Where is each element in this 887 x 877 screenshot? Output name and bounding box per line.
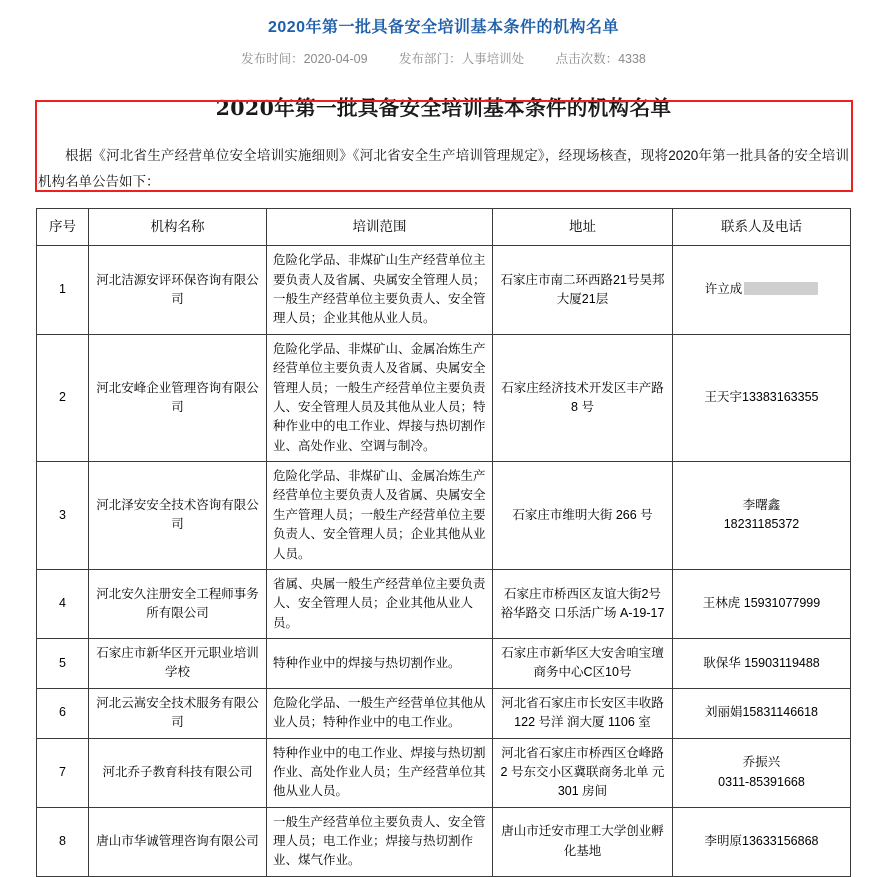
cell-index: 6: [37, 688, 89, 738]
cell-org-name: 唐山市华诚管理咨询有限公司: [89, 807, 267, 876]
table-row: [37, 807, 851, 876]
table-body: [37, 246, 851, 877]
contact-line: 刘丽娟15831146618: [704, 705, 819, 720]
contact-line: 李明原13633156868: [704, 834, 819, 849]
meta-views-label: 点击次数：: [555, 52, 619, 66]
contact-line: 王林虎 15931077999: [702, 596, 821, 611]
cell-contact: [673, 639, 851, 689]
meta-publish-date-value: 2020-04-09: [303, 52, 368, 66]
cell-org-name: 河北乔子教育科技有限公司: [89, 738, 267, 807]
contact-line: 王天宇13383163355: [704, 390, 819, 405]
column-header-contact: 联系人及电话: [673, 209, 851, 246]
cell-address: 石家庄市维明大街 266 号: [493, 462, 673, 570]
contact-line: 乔振兴: [742, 755, 781, 770]
cell-address: 石家庄市南二环西路21号昊邦大厦21层: [493, 246, 673, 335]
cell-training-scope: 危险化学品、非煤矿山、金属冶炼生产经营单位主要负责人及省属、央属安全生产管理人员；一般生产经营单位主要负责人、安全管理人员；企业其他从业人员。: [267, 462, 493, 570]
column-header-index: 序号: [37, 209, 89, 246]
cell-index: 4: [37, 569, 89, 638]
contact-line: 0311-85391668: [718, 774, 805, 789]
cell-index: 7: [37, 738, 89, 807]
cell-training-scope: 危险化学品、一般生产经营单位其他从业人员；特种作业中的电工作业。: [267, 688, 493, 738]
cell-org-name: 河北云嵩安全技术服务有限公司: [89, 688, 267, 738]
redacted-phone-block: [744, 282, 818, 295]
cell-training-scope: 特种作业中的焊接与热切割作业。: [267, 639, 493, 689]
article-paragraph: 根据《河北省生产经营单位安全培训实施细则》《河北省安全生产培训管理规定》，经现场核查，现将2020年第一批具备的安全培训机构名单公告如下：: [38, 148, 849, 189]
cell-training-scope: 危险化学品、非煤矿山、金属冶炼生产经营单位主要负责人及省属、央属安全管理人员；一般生产经营单位主要负责人、安全管理人员及其他从业人员；特种作业中的电工作业、焊接与热切割作业、高处作业、空调与制冷。: [267, 334, 493, 461]
column-header-address: 地址: [493, 209, 673, 246]
cell-contact: [673, 334, 851, 461]
cell-address: 唐山市迁安市理工大学创业孵化基地: [493, 807, 673, 876]
cell-org-name: 河北安久注册安全工程师事务所有限公司: [89, 569, 267, 638]
table-header: [37, 209, 851, 246]
cell-training-scope: 特种作业中的电工作业、焊接与热切割作业、高处作业人员；生产经营单位其他从业人员。: [267, 738, 493, 807]
cell-contact: [673, 688, 851, 738]
contact-line: 李曙鑫: [742, 498, 781, 513]
meta-publish-date-label: 发布时间：: [241, 52, 304, 66]
contact-line: 耿保华 15903119488: [703, 655, 820, 670]
table-header-row: [37, 209, 851, 246]
cell-contact: [673, 462, 851, 570]
meta-views: [556, 49, 646, 67]
table-row: [37, 569, 851, 638]
meta-department-value: 人事培训处: [461, 52, 525, 66]
cell-contact: [673, 569, 851, 638]
table-row: [37, 334, 851, 461]
table-row: [37, 246, 851, 335]
cell-contact: [673, 807, 851, 876]
cell-contact: [673, 246, 851, 335]
cell-index: 5: [37, 639, 89, 689]
cell-address: 石家庄经济技术开发区丰产路 8 号: [493, 334, 673, 461]
cell-index: 2: [37, 334, 89, 461]
cell-index: 1: [37, 246, 89, 335]
meta-department-label: 发布部门：: [399, 52, 462, 66]
document-title-link[interactable]: 2020年第一批具备安全培训基本条件的机构名单: [267, 19, 620, 36]
cell-address: 石家庄市新华区大安舍咱宝璮商务中心C区10号: [493, 639, 673, 689]
column-header-scope: 培训范围: [267, 209, 493, 246]
page-title: 2020年第一批具备安全培训基本条件的机构名单: [215, 96, 672, 120]
document-meta-row: [0, 49, 887, 67]
table-row: [37, 462, 851, 570]
table-row: [37, 688, 851, 738]
cell-address: 河北省石家庄市长安区丰收路 122 号洋 润大厦 1106 室: [493, 688, 673, 738]
contact-line: 许立成: [704, 282, 743, 297]
document-header: [0, 0, 887, 37]
meta-department: [399, 49, 524, 67]
cell-address: 石家庄市桥西区友谊大街2号裕华路交 口乐活广场 A-19-17: [493, 569, 673, 638]
cell-index: 3: [37, 462, 89, 570]
cell-training-scope: 危险化学品、非煤矿山生产经营单位主要负责人及省属、央属安全管理人员；一般生产经营单位主要负责人、安全管理人员；企业其他从业人员。: [267, 246, 493, 335]
meta-publish-date: [241, 49, 367, 67]
column-header-name: 机构名称: [89, 209, 267, 246]
cell-training-scope: 一般生产经营单位主要负责人、安全管理人员；电工作业；焊接与热切割作业、煤气作业。: [267, 807, 493, 876]
table-row: [37, 639, 851, 689]
cell-contact: [673, 738, 851, 807]
cell-org-name: 河北安峰企业管理咨询有限公司: [89, 334, 267, 461]
cell-org-name: 河北泽安安全技术咨询有限公司: [89, 462, 267, 570]
organization-table: [36, 208, 851, 877]
cell-org-name: 河北洁源安评环保咨询有限公司: [89, 246, 267, 335]
cell-index: 8: [37, 807, 89, 876]
meta-views-value: 4338: [618, 52, 646, 66]
contact-line: 18231185372: [723, 517, 800, 532]
cell-address: 河北省石家庄市桥西区仓峰路 2 号东交小区冀联商务北单 元 301 房间: [493, 738, 673, 807]
table-row: [37, 738, 851, 807]
cell-org-name: 石家庄市新华区开元职业培训学校: [89, 639, 267, 689]
cell-training-scope: 省属、央属一般生产经营单位主要负责人、安全管理人员；企业其他从业人员。: [267, 569, 493, 638]
